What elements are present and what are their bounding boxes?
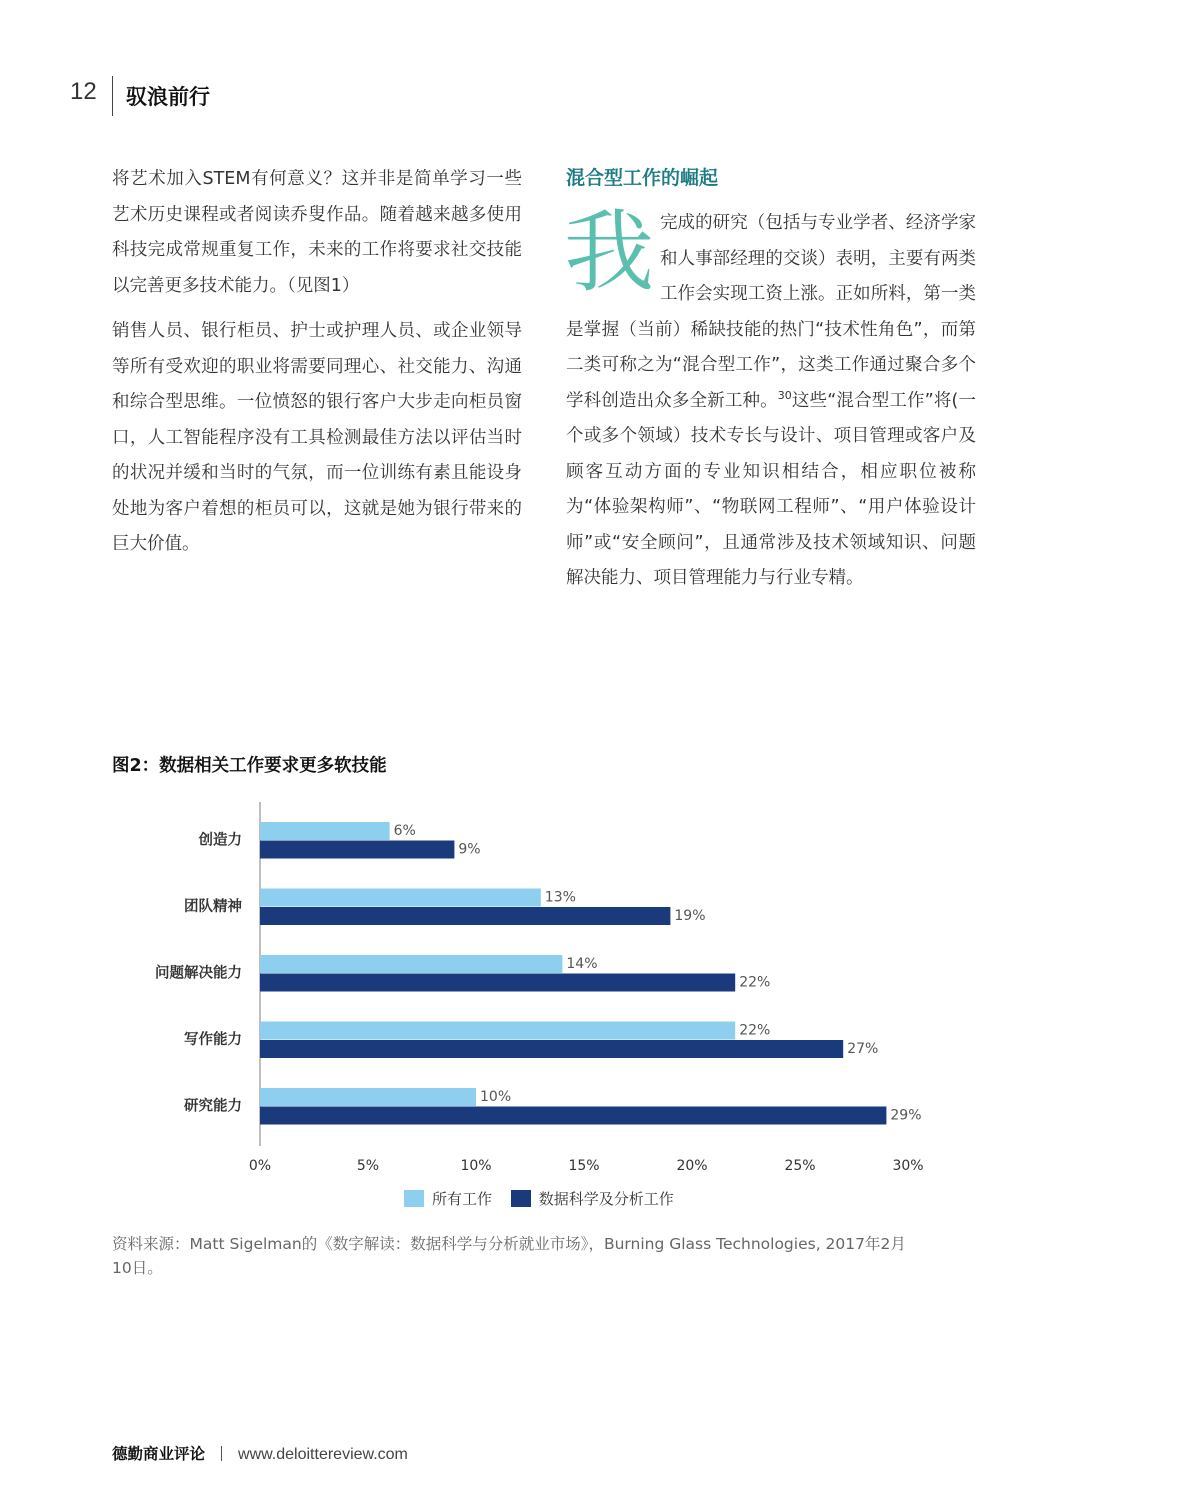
data-label: 29% (890, 1107, 922, 1124)
bar-data-jobs (260, 974, 735, 992)
chart-svg (100, 790, 980, 1190)
bar-data-jobs (260, 907, 670, 925)
footer-divider (221, 1446, 222, 1461)
right-paragraph (564, 200, 976, 597)
right-text-part-1: 完成的研究（包括与专业学者、经济学家和人事部经理的交谈）表明，主要有两类工作会实现工资上涨。正如所料，第一类是掌握（当前）稀缺技能的热门“技术性角色”，而第二类可称之为“混合型工作”，这类工作通过聚合多个学科创造出众多全新工种。 (566, 213, 976, 411)
data-label: 22% (739, 974, 771, 991)
legend-swatch (404, 1190, 424, 1207)
header-divider (112, 76, 113, 116)
right-text-part-2: 这些“混合型工作”将(一个或多个领域）技术专长与设计、项目管理或客户及顾客互动方面的专业知识相结合，相应职位被称为“体验架构师”、“物联网工程师”、“用户体验设计师”或“安全顾问”，且通常涉及技术领域知识、问题解决能力、项目管理能力与行业专精。 (566, 390, 976, 588)
bar-all-jobs (260, 955, 562, 973)
x-tick-label: 0% (248, 1158, 272, 1174)
right-column (566, 160, 976, 597)
section-heading: 混合型工作的崛起 (566, 167, 719, 189)
bar-data-jobs (260, 1040, 843, 1058)
x-tick-label: 15% (568, 1158, 600, 1174)
figure-title: 图2：数据相关工作要求更多软技能 (112, 756, 387, 776)
left-paragraph-2: 销售人员、银行柜员、护士或护理人员、或企业领导等所有受欢迎的职业将需要同理心、社交能力、沟通和综合型思维。一位愤怒的银行客户大步走向柜员窗口，人工智能程序没有工具检测最佳方法以评估当时的状况并缓和当时的气氛，而一位训练有素且能设身处地为客户着想的柜员可以，这就是她为银行带来的巨大价值。 (112, 321, 522, 554)
chart-legend (404, 1188, 688, 1212)
x-tick-label: 5% (356, 1158, 380, 1174)
legend-item-all-jobs (404, 1188, 492, 1209)
footer-url: www.deloittereview.com (238, 1446, 408, 1463)
data-label: 13% (544, 889, 576, 906)
footnote-ref: 30 (777, 388, 792, 402)
category-label: 问题解决能力 (155, 965, 242, 982)
x-tick-label: 25% (784, 1158, 816, 1174)
category-label: 写作能力 (184, 1032, 242, 1048)
data-label: 6% (393, 823, 416, 839)
category-label: 研究能力 (184, 1098, 242, 1115)
x-tick-label: 20% (676, 1158, 708, 1174)
left-column (112, 162, 522, 573)
page-footer (112, 1442, 408, 1464)
bar-all-jobs (260, 889, 541, 907)
legend-item-data-jobs (511, 1188, 674, 1209)
left-paragraph-1: 将艺术加入STEM有何意义？这并非是简单学习一些艺术历史课程或者阅读乔叟作品。随着越来越多使用科技完成常规重复工作，未来的工作将要求社交技能以完善更多技术能力。（见图1） (112, 169, 522, 296)
x-tick-label: 30% (892, 1158, 924, 1174)
data-label: 22% (739, 1022, 771, 1039)
bar-all-jobs (260, 1088, 476, 1106)
data-label: 14% (566, 956, 598, 972)
footer-brand: 德勤商业评论 (112, 1445, 206, 1463)
bar-chart (100, 790, 980, 1230)
data-label: 9% (458, 841, 481, 858)
data-label: 10% (480, 1089, 512, 1105)
page-number: 12 (70, 78, 97, 105)
bar-data-jobs (260, 841, 454, 859)
x-tick-label: 10% (460, 1158, 492, 1174)
category-label: 创造力 (198, 832, 242, 849)
drop-cap: 我 (564, 200, 654, 305)
running-title: 驭浪前行 (126, 85, 210, 109)
bar-all-jobs (260, 1022, 735, 1040)
category-label: 团队精神 (184, 899, 242, 915)
data-label: 27% (847, 1041, 879, 1057)
figure-source: 资料来源：Matt Sigelman的《数字解读：数据科学与分析就业市场》，Burning Glass Technologies, 2017年2月10日。 (112, 1235, 906, 1277)
legend-label: 数据科学及分析工作 (538, 1190, 674, 1208)
data-label: 19% (674, 908, 706, 924)
legend-swatch (511, 1190, 531, 1207)
bar-all-jobs (260, 822, 390, 840)
legend-label: 所有工作 (432, 1190, 493, 1208)
bar-data-jobs (260, 1107, 886, 1125)
